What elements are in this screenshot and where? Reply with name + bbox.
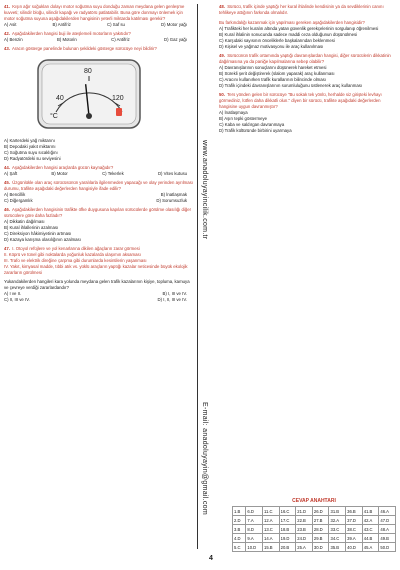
question-number: 49. [219,53,225,58]
answer-cell: 30.D [312,543,329,552]
option-a: A) I ve II. [4,291,22,296]
answer-cell: 29.B [312,534,329,543]
option-d: D) Radyatördeki su seviyesini [4,156,61,161]
option-b: B) Motor [51,171,68,176]
answer-cell: 40.D [346,543,363,552]
question-intro: Sürücü, trafik içinde yaptığı her kural ihlalinde kendisinin ya da sevdiklerinin canını tehlikeye attığının farkında olmalıdır. [219,4,384,15]
answer-cell: 27.B [312,516,329,525]
answer-cell: 35.B [329,543,346,552]
answer-cell: 13.C [262,525,279,534]
answer-cell: 19.D [279,534,296,543]
question-45 [4,180,195,204]
answer-cell: 23.B [296,525,313,534]
answer-cell: 37.D [346,516,363,525]
answer-cell: 1.B [233,507,246,516]
option-a: A) Dikkatin dağılması [4,219,45,224]
question-41 [4,4,195,28]
answer-cell: 28.D [312,525,329,534]
option-c: C) Antifriz [111,37,130,42]
question-text: Ters yönden gelen bir sürücüye "Bu sokak tek yönlü, herhalde siz girişteki levhayı görmediniz, lütfen daha dikkatli olun." diyen bir sürücü, trafikte aşağıdaki değerlerden hangisine uygun davranmıştır? [219,92,382,109]
answer-cell: 34.C [329,534,346,543]
answer-key-title: CEVAP ANAHTARI [292,498,336,504]
option-c: C) Diğergamlık [4,198,33,203]
answer-cell: 25.A [296,543,313,552]
answer-cell: 11.C [262,507,279,516]
question-number: 47. [4,246,10,251]
answer-cell: 24.D [296,534,313,543]
option-a: A) Şaft [4,171,18,176]
option-d: D) Trafik içindeki davranışlarının sorumluluğunu üstlenerek araç kullanması [219,83,363,88]
option-b: B) Motorin [56,37,77,42]
answer-cell: 26.D [312,507,329,516]
answer-row [233,507,396,516]
answer-cell: 2.D [233,516,246,525]
option-a: A) İnatlaşmaya [219,110,248,115]
column-divider [197,4,198,549]
gauge-unit: °C [50,113,58,120]
option-d: D) I, II, III ve IV. [157,297,187,302]
answer-cell: 9.A [246,534,263,543]
question-49 [219,53,396,89]
question-text: Aşağıdakilerden hangisi buji ile ateşlemeli motorların yakıtıdır? [11,31,131,36]
question-50 [219,92,396,134]
question-44 [4,165,195,177]
answer-row [233,525,396,534]
statement-3: III. Trafo ve elektrik direğine çarpma gibi durumlarda kesintilerin yaşanması [4,258,147,263]
left-column [4,4,195,306]
answer-cell: 21.D [296,507,313,516]
option-c: C) Aracını kullanırken trafik kurallarının bilincinde olması [219,77,326,82]
gauge-label-mid: 80 [84,68,92,75]
answer-cell: 45.A [362,543,379,552]
question-number: 42. [4,31,10,36]
option-b: B) Aşırı tepki göstermeye [219,116,267,121]
option-d: D) Kazaya karışma olasılığının azalması [4,237,81,242]
option-c: C) Soğutma suyu sıcaklığını [4,150,58,155]
question-number: 50. [219,92,225,97]
statement-1: I. Otoyol refüjlere ve yol kenarlarına dikilen ağaçların zarar görmesi [12,246,140,251]
option-a: A) Karterdeki yağ miktarını [4,138,55,143]
option-b: B) Antifriz [52,22,71,27]
answer-cell: 42.A [362,516,379,525]
answer-cell: 32.A [329,516,346,525]
answer-cell: 12.A [262,516,279,525]
answer-cell: 4.D [233,534,246,543]
answer-cell: 8.D [246,525,263,534]
gauge-label-high: 120 [112,95,124,102]
option-a: A) Asit [4,22,17,27]
question-number: 46. [4,207,10,212]
answer-cell: 39.A [346,534,363,543]
gauge-pivot [86,113,92,119]
option-c: C) II, III ve IV. [4,297,30,302]
statement-2: II. Köprü ve tünel gibi noktalarda yoğunluk kazalarda ulaşımın aksaması [4,252,141,257]
answer-cell: 33.C [329,525,346,534]
option-c: C) Kaba ve saldırgan davranmaya [219,122,285,127]
question-text: Kışın ağır soğukları dolayı motor soğutma suyu donduğu zaman meydana gelen genleşme kuvveti; silindir bloğu, silindir kapağı ve radyatörü patlatabilir. Buna göre donmayı önlemek için motor soğutma suyuna aşağıdakilerden hangisinin yeterli miktarda katılması gerekir? [4,4,185,21]
question-number: 48. [219,4,225,9]
question-number: 44. [4,165,10,170]
email-address: E-mail: anadoluyayin@gmail.com [201,402,208,515]
answer-cell: 10.D [246,543,263,552]
option-d: D) Motor yağı [160,22,187,27]
option-c: C) Direksiyon hâkimiyetinin artması [4,231,72,236]
option-d: D) Trafik kültüründe birbirini uyarmaya [219,128,292,133]
answer-cell: 48.A [379,525,396,534]
question-46 [4,207,195,243]
answer-cell: 17.C [279,516,296,525]
question-number: 45. [4,180,10,185]
answer-cell: 46.A [379,507,396,516]
answer-cell: 7.A [246,516,263,525]
question-text: Aşağıdakilerden hangisi araçlarda gücün kaynağıdır? [11,165,114,170]
answer-cell: 47.D [379,516,396,525]
question-text: Bu farkındalığı kazanmak için yapılması gereken aşağıdakilerden hangisidir? [219,20,365,25]
answer-key-table [232,506,396,552]
question-number: 41. [4,4,10,9]
right-column [219,4,396,137]
question-47 [4,246,195,303]
site-url: www.anadoluyayincilik.com.tr [201,140,208,240]
question-text: Aracın gösterge panelinde bulunan şekildeki gösterge sürücüye neyi bildirir? [11,46,157,51]
answer-row [233,543,396,552]
option-d: D) Vites kutusu [157,171,187,176]
question-text: Sürücünün trafik ortamında yaptığı davranışlardan hangisi, diğer sürücülerin dikkatinin dağılmasına ya da paniğe kapılmalarına sebep olabilir? [219,53,391,64]
question-text: Aşağıdakilerden hangisinin trafikte öfke duygusuna kapılan sürücülerde görülme olasılığı diğer sürücülere göre daha fazladır? [4,207,192,218]
question-42 [4,31,195,43]
answer-cell: 31.B [329,507,346,516]
answer-cell: 36.B [346,507,363,516]
option-a: A) Davranışlarının sonuçlarını düşünerek hareket etmesi [219,65,327,70]
option-b: B) İnatlaşmak [160,192,187,197]
answer-cell: 6.D [246,507,263,516]
gauge-label-low: 40 [56,95,64,102]
answer-cell: 15.B [262,543,279,552]
answer-cell: 44.B [362,534,379,543]
statement-4: IV. Yakıt, kimyasal madde, tıbbi atık vs. yüklü araçların yaptığı kazalar neticesinde büyük ekolojik zararların görülmesi [4,264,188,275]
option-d: D) Sorumsuzluk [156,198,187,203]
answer-row [233,516,396,525]
option-d: D) Kişisel ve yağmaz motivasyonu ile araç kullanılması [219,44,324,49]
answer-row [233,534,396,543]
answer-cell: 5.C [233,543,246,552]
answer-cell: 22.B [296,516,313,525]
option-a: A) Trafikteki her kuralın altında yatan güvenlik gerekçelerinin sorgulanıp öğrenilmesi [219,26,379,31]
answer-cell: 43.C [362,525,379,534]
option-d: D) Gaz yağı [164,37,187,42]
answer-cell: 20.B [279,543,296,552]
option-b: B) Kural ihlalinin sonucunda sadece maddi ceza olduğunun düşünülmesi [219,32,358,37]
option-c: C) Tekerlek [102,171,124,176]
option-c: C) Saf su [106,22,125,27]
answer-cell: 18.B [279,525,296,534]
side-text [199,140,217,540]
question-text: Üzgünlükle olan araç sürücüsünün yaralılarla ilgilenmeden yapacağı ve olay yerinden ayrılması durumu, trafikte aşağıdaki değerlerden hangisiyle ifade edilir? [4,180,193,191]
option-a: A) Bencillik [4,192,26,197]
answer-cell: 41.B [362,507,379,516]
warning-light [116,108,122,116]
answer-key [232,498,396,552]
answer-cell: 14.A [262,534,279,543]
question-43 [4,46,195,162]
option-c: C) Karşıdaki sayısının önceliklerle başkalarından beklenmesi [219,38,335,43]
question-48 [219,4,396,50]
question-number: 43. [4,46,10,51]
option-a: A) Benzin [4,37,23,42]
answer-cell: 3.B [233,525,246,534]
answer-cell: 38.C [346,525,363,534]
option-b: B) Depodaki yakıt miktarını [4,144,56,149]
answer-cell: 50.D [379,543,396,552]
question-text: Yukarıdakilerden hangileri kara yolunda meydana gelen trafik kazalarının kişiye, topluma, kamuya ve çevreye verdiği zararlardandır? [4,279,190,290]
answer-cell: 49.B [379,534,396,543]
answer-cell: 16.C [279,507,296,516]
option-b: B) I, III ve IV. [162,291,187,296]
option-b: B) Kural ihlallerinin azalması [4,225,59,230]
temperature-gauge [34,56,144,132]
option-b: B) Sürekli şerit değiştirerek (slalom yaparak) araç kullanması [219,71,335,76]
page-number: 4 [209,555,213,562]
